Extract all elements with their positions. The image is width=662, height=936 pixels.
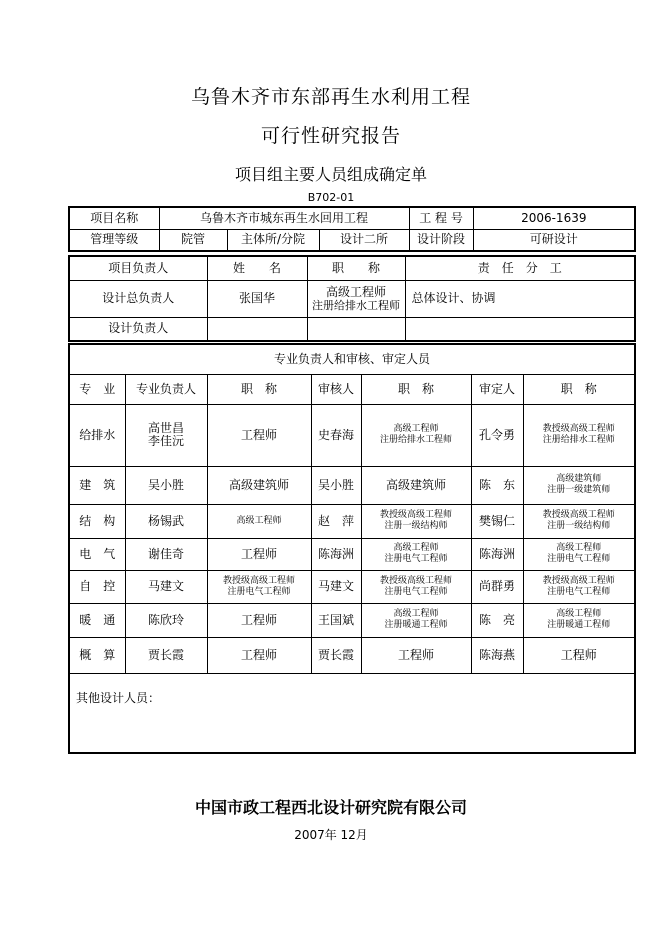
reviewer-name: 吴小胜 — [311, 466, 361, 504]
leader-duty: 总体设计、协调 — [405, 280, 635, 317]
table-row — [69, 570, 635, 603]
approver-title: 工程师 — [523, 637, 635, 673]
table-row — [69, 603, 635, 637]
leader-role: 设计总负责人 — [69, 280, 207, 317]
approver-title: 高级工程师 注册暖通工程师 — [523, 603, 635, 637]
leader-duty — [405, 317, 635, 341]
discipline-name: 暖 通 — [69, 603, 125, 637]
section-title: 专业负责人和审核、审定人员 — [69, 344, 635, 374]
reviewer-title: 工程师 — [361, 637, 471, 673]
lead-name: 贾长霞 — [125, 637, 207, 673]
lead-name: 陈欣玲 — [125, 603, 207, 637]
leader-title: 高级工程师 注册给排水工程师 — [307, 280, 405, 317]
title-line-2: 可行性研究报告 — [260, 125, 401, 147]
reviewer-title: 高级建筑师 — [361, 466, 471, 504]
reviewer-title: 高级工程师 注册电气工程师 — [361, 538, 471, 570]
project-no: 2006-1639 — [473, 207, 635, 229]
reviewer-title: 教授级高级工程师 注册电气工程师 — [361, 570, 471, 603]
leaders-header-name: 姓 名 — [207, 256, 307, 280]
mgmt-level: 院管 — [159, 229, 227, 251]
lead-title: 工程师 — [207, 404, 311, 466]
approver-title: 高级建筑师 注册一级建筑师 — [523, 466, 635, 504]
lead-name: 谢佳奇 — [125, 538, 207, 570]
reviewer-title: 高级工程师 注册给排水工程师 — [361, 404, 471, 466]
other-designers: 其他设计人员： — [69, 673, 635, 753]
col-approver-title: 职 称 — [523, 374, 635, 404]
approver-title: 教授级高级工程师 注册电气工程师 — [523, 570, 635, 603]
approver-name: 陈 亮 — [471, 603, 523, 637]
form-code: B702-01 — [307, 191, 355, 204]
stage-label: 设计阶段 — [409, 229, 473, 251]
company-name: 中国市政工程西北设计研究院有限公司 — [194, 798, 467, 817]
leaders-header-title: 职 称 — [307, 256, 405, 280]
stage: 可研设计 — [473, 229, 635, 251]
branch: 设计二所 — [319, 229, 409, 251]
table-row — [69, 504, 635, 538]
table-row — [69, 637, 635, 673]
leaders-table — [68, 255, 636, 342]
project-name-label: 项目名称 — [69, 207, 159, 229]
lead-name: 吴小胜 — [125, 466, 207, 504]
issue-date: 2007年 12月 — [294, 828, 368, 842]
project-no-label: 工 程 号 — [409, 207, 473, 229]
col-lead-title: 职 称 — [207, 374, 311, 404]
col-reviewer-title: 职 称 — [361, 374, 471, 404]
discipline-name: 自 控 — [69, 570, 125, 603]
leader-title — [307, 317, 405, 341]
mgmt-level-label: 管理等级 — [69, 229, 159, 251]
approver-title: 教授级高级工程师 注册给排水工程师 — [523, 404, 635, 466]
approver-name: 陈海燕 — [471, 637, 523, 673]
lead-name: 马建文 — [125, 570, 207, 603]
table-row — [69, 404, 635, 466]
lead-title: 高级建筑师 — [207, 466, 311, 504]
disciplines-table — [68, 343, 636, 754]
lead-title: 工程师 — [207, 603, 311, 637]
lead-title: 工程师 — [207, 538, 311, 570]
table-row — [69, 466, 635, 504]
lead-name: 高世昌 李佳沅 — [125, 404, 207, 466]
col-reviewer: 审核人 — [311, 374, 361, 404]
lead-title: 教授级高级工程师 注册电气工程师 — [207, 570, 311, 603]
col-discipline: 专 业 — [69, 374, 125, 404]
branch-label: 主体所/分院 — [227, 229, 319, 251]
leaders-header-duty: 责 任 分 工 — [405, 256, 635, 280]
discipline-name: 给排水 — [69, 404, 125, 466]
header-table — [68, 206, 636, 252]
title-line-1: 乌鲁木齐市东部再生水利用工程 — [190, 86, 471, 108]
leader-name — [207, 317, 307, 341]
project-name: 乌鲁木齐市城东再生水回用工程 — [159, 207, 409, 229]
lead-name: 杨锡武 — [125, 504, 207, 538]
approver-name: 樊锡仁 — [471, 504, 523, 538]
leaders-header-role: 项目负责人 — [69, 256, 207, 280]
lead-title: 工程师 — [207, 637, 311, 673]
discipline-name: 电 气 — [69, 538, 125, 570]
reviewer-name: 赵 萍 — [311, 504, 361, 538]
reviewer-title: 教授级高级工程师 注册一级结构师 — [361, 504, 471, 538]
leader-name: 张国华 — [207, 280, 307, 317]
approver-name: 陈 东 — [471, 466, 523, 504]
reviewer-name: 史春海 — [311, 404, 361, 466]
approver-name: 孔令勇 — [471, 404, 523, 466]
reviewer-name: 陈海洲 — [311, 538, 361, 570]
table-row — [69, 538, 635, 570]
approver-title: 教授级高级工程师 注册一级结构师 — [523, 504, 635, 538]
discipline-name: 建 筑 — [69, 466, 125, 504]
col-approver: 审定人 — [471, 374, 523, 404]
reviewer-name: 马建文 — [311, 570, 361, 603]
reviewer-name: 贾长霞 — [311, 637, 361, 673]
reviewer-name: 王国斌 — [311, 603, 361, 637]
approver-name: 陈海洲 — [471, 538, 523, 570]
form-subtitle: 项目组主要人员组成确定单 — [234, 165, 427, 184]
approver-title: 高级工程师 注册电气工程师 — [523, 538, 635, 570]
discipline-name: 概 算 — [69, 637, 125, 673]
col-lead: 专业负责人 — [125, 374, 207, 404]
approver-name: 尚群勇 — [471, 570, 523, 603]
lead-title: 高级工程师 — [207, 504, 311, 538]
reviewer-title: 高级工程师 注册暖通工程师 — [361, 603, 471, 637]
discipline-name: 结 构 — [69, 504, 125, 538]
leader-role: 设计负责人 — [69, 317, 207, 341]
